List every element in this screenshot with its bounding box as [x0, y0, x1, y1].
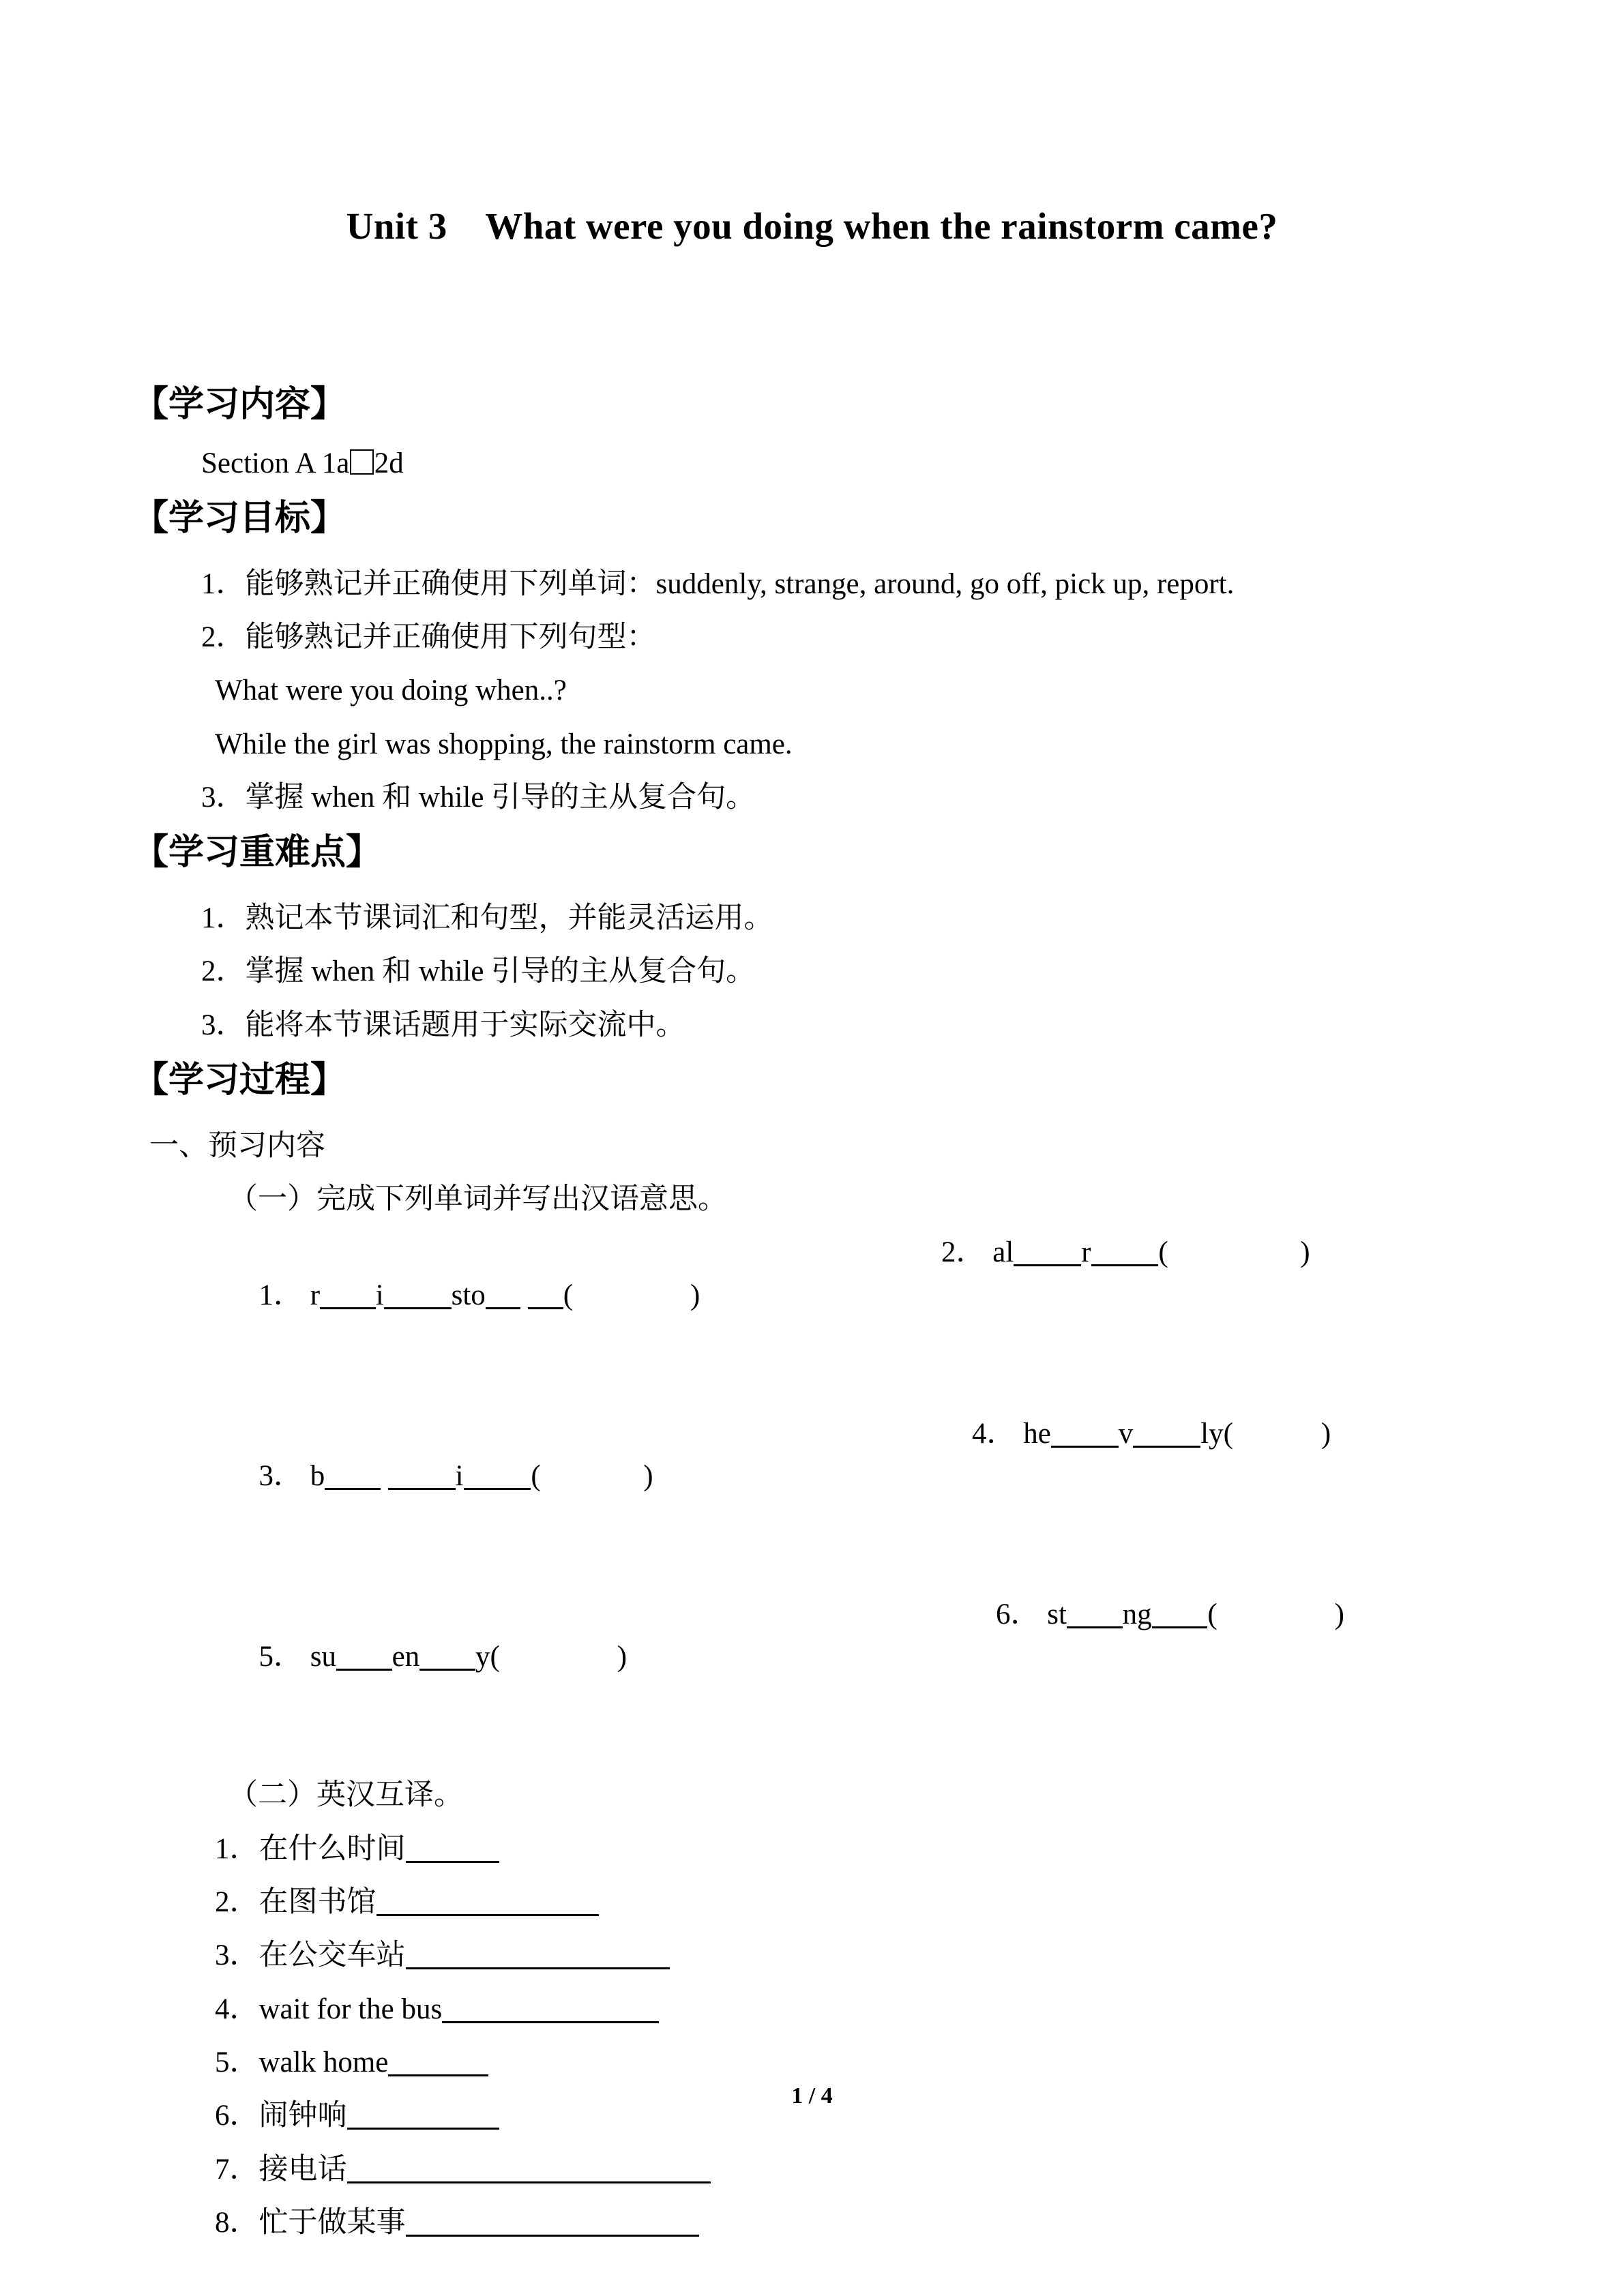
goal-item-3: 3．掌握 when 和 while 引导的主从复合句。 [201, 781, 756, 814]
translation-num: 4． [215, 1993, 259, 2025]
word-exercise-2[interactable]: 2． al r ( ) [941, 1236, 1310, 1269]
section-a-post: 2d [374, 447, 404, 479]
translation-num: 8． [215, 2207, 259, 2239]
translation-blank[interactable] [406, 2207, 699, 2237]
translation-blank[interactable] [347, 2154, 711, 2183]
translation-label: 在公交车站 [259, 1939, 406, 1972]
translation-blank[interactable] [377, 1887, 600, 1916]
word-exercise-6[interactable]: 6． st ng ( ) [996, 1598, 1344, 1631]
goal-item-1: 1．能够熟记并正确使用下列单词：suddenly, strange, around, go off, pick up, report. [201, 567, 1235, 600]
translation-label: walk home [259, 2046, 389, 2079]
translation-label: wait for the bus [259, 1993, 443, 2025]
page-title: Unit 3 What were you doing when the rainstorm came? [346, 205, 1278, 247]
translation-num: 3． [215, 1939, 259, 1972]
word-exercise-5[interactable]: 5． su en y( ) [259, 1641, 628, 1673]
translation-label: 在图书馆 [259, 1886, 377, 1919]
section-heading-goals: 【学习目标】 [133, 498, 346, 538]
part-one-heading: 一、预习内容 [149, 1129, 325, 1162]
translation-blank[interactable] [406, 1834, 500, 1863]
goal-sentence-2: While the girl was shopping, the rainstorm came. [215, 728, 793, 760]
word-exercise-row [215, 1232, 1490, 1401]
translation-item[interactable] [215, 2042, 1490, 2084]
translation-item[interactable] [215, 1935, 1490, 1977]
translation-num: 2． [215, 1886, 259, 1919]
translation-num: 6． [215, 2100, 259, 2132]
translation-num: 1． [215, 1832, 259, 1865]
word-exercise-row [215, 1413, 1490, 1583]
word-exercise-3[interactable]: 3． b i ( ) [259, 1460, 653, 1492]
translation-item[interactable] [215, 1988, 1490, 2031]
page-number: 1 / 4 [791, 2083, 833, 2108]
goal-item-2: 2．能够熟记并正确使用下列句型： [201, 621, 656, 653]
translation-label: 闹钟响 [259, 2100, 347, 2132]
translation-num: 7． [215, 2153, 259, 2186]
translation-label: 在什么时间 [259, 1832, 406, 1865]
translation-item[interactable] [215, 2149, 1490, 2191]
section-a-pre: Section A 1a [201, 447, 350, 479]
document-body [133, 382, 1490, 2245]
subsection-one-heading: （一）完成下列单词并写出汉语意思。 [228, 1182, 727, 1215]
key-point-2: 2．掌握 when 和 while 引导的主从复合句。 [201, 955, 756, 988]
goal-sentence-1: What were you doing when..? [215, 674, 567, 707]
translation-blank[interactable] [388, 2047, 488, 2076]
subsection-two-heading: （二）英汉互译。 [228, 1779, 463, 1812]
section-content-value [201, 443, 1490, 485]
translation-label: 忙于做某事 [259, 2207, 406, 2239]
translation-blank[interactable] [406, 1941, 670, 1970]
section-heading-content: 【学习内容】 [133, 385, 346, 424]
translation-label: 接电话 [259, 2153, 347, 2186]
tofu-box-icon [350, 449, 373, 475]
word-exercise-4[interactable]: 4． he v ly( ) [972, 1417, 1331, 1450]
page-footer [0, 2083, 1624, 2109]
section-heading-process: 【学习过程】 [133, 1060, 346, 1100]
word-exercise-1[interactable]: 1． r i sto ( ) [259, 1279, 700, 1311]
translation-item[interactable] [215, 1828, 1490, 1870]
translation-blank[interactable] [442, 1994, 659, 2023]
section-heading-key-points: 【学习重难点】 [133, 833, 382, 873]
word-exercise-row [215, 1594, 1490, 1763]
translation-num: 5． [215, 2046, 259, 2079]
translation-item[interactable] [215, 2202, 1490, 2244]
translation-item[interactable] [215, 1881, 1490, 1924]
key-point-3: 3．能将本节课话题用于实际交流中。 [201, 1009, 685, 1041]
key-point-1: 1．熟记本节课词汇和句型，并能灵活运用。 [201, 901, 773, 934]
